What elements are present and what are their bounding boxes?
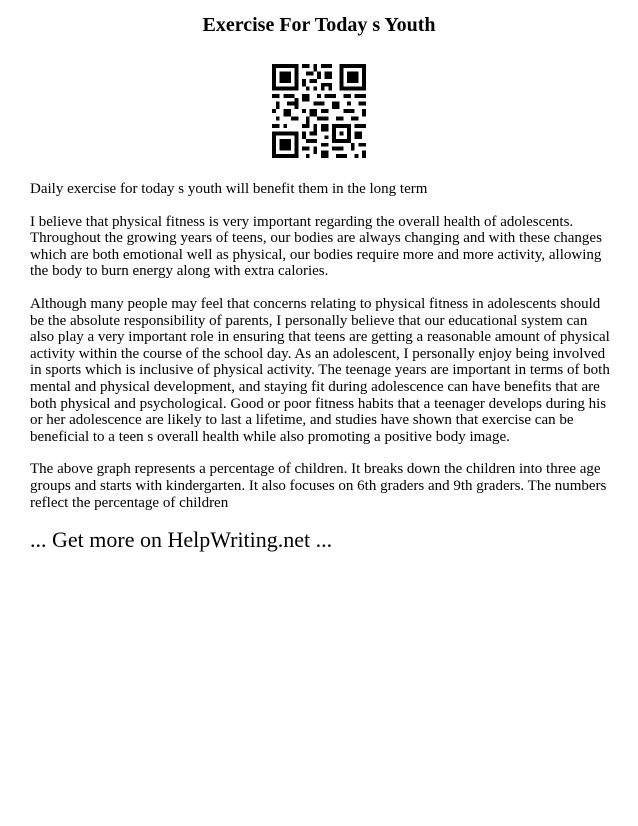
document-title: Exercise For Today s Youth [202, 14, 436, 36]
paragraph-fitness-importance: I believe that physical fitness is very important regarding the overall health of adolescents. Throughout the growing years of teens, our bodies are always changing and with these changes which are both emotional well as physical, our bodies require more and more activity, allowing the body to burn energy along with extra calories. [30, 213, 602, 280]
document-body [30, 181, 610, 553]
paragraph-education-role: Although many people may feel that concerns relating to physical fitness in adolescents should be the absolute responsibility of parents, I personally believe that our educational system can also play a very important role in ensuring that teens are getting a reasonable amount of physical activity within the course of the school day. As an adolescent, I personally enjoy being involved in sports which is inclusive of physical activity. The teenage years are important in terms of both mental and physical development, and staying fit during adolescence can have benefits that are both physical and psychological. Good or poor fitness habits that a teenager develops during his or her adolescence are likely to last a lifetime, and studies have shown that exercise can be beneficial to a teen s overall health while also promoting a positive body image. [30, 295, 610, 445]
paragraph-intro: Daily exercise for today s youth will benefit them in the long term [30, 181, 428, 197]
get-more-link[interactable]: ... Get more on HelpWriting.net ... [30, 527, 333, 553]
paragraph-graph-description: The above graph represents a percentage of children. It breaks down the children into three age groups and starts with kindergarten. It also focuses on 6th graders and 9th graders. The numbers reflect the percentage of children [30, 461, 607, 511]
qr-code-icon [272, 64, 366, 158]
